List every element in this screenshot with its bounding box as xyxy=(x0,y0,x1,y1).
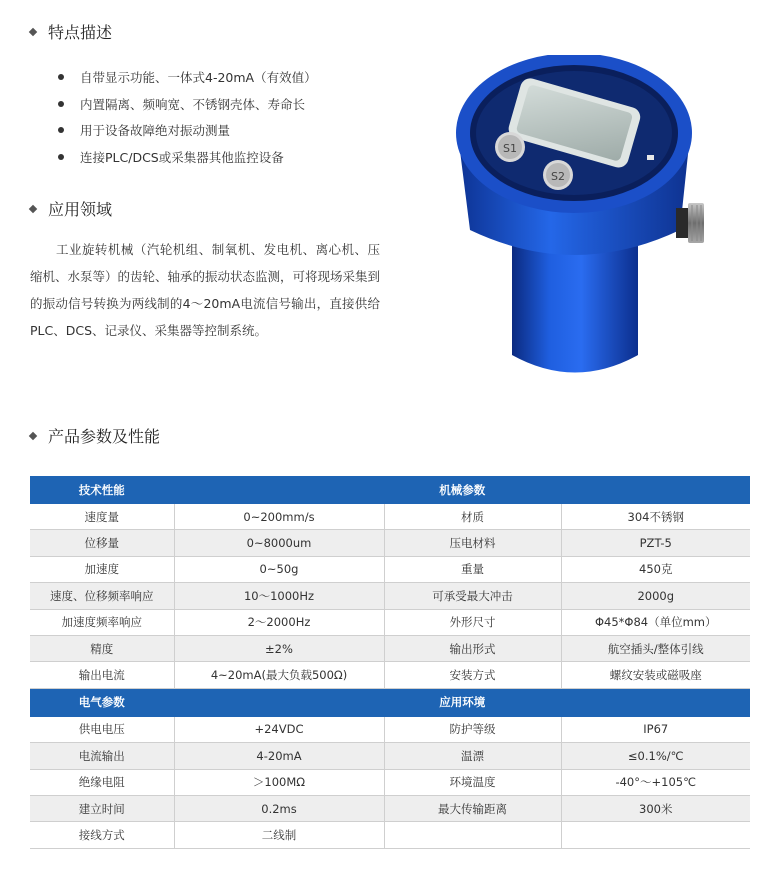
table-cell-param-name: 接线方式 xyxy=(30,822,174,848)
table-cell-param-name: 压电材料 xyxy=(384,530,561,556)
table-cell-param-value: 2～2000Hz xyxy=(174,609,384,635)
diamond-bullet-icon xyxy=(29,204,37,212)
params-heading xyxy=(30,424,160,447)
application-title: 应用领域 xyxy=(48,200,113,219)
table-cell-param-name: 防护等级 xyxy=(384,716,561,742)
table-row xyxy=(30,662,750,688)
features-heading xyxy=(30,20,112,43)
feature-item: 自带显示功能、一体式4-20mA（有效值） xyxy=(58,64,317,91)
table-cell-param-name: 外形尺寸 xyxy=(384,609,561,635)
section-header-right: 应用环境 xyxy=(174,688,750,716)
table-cell-param-value: ＞100MΩ xyxy=(174,769,384,795)
table-cell-param-name: 输出形式 xyxy=(384,635,561,661)
table-cell-param-value: ≤0.1%/℃ xyxy=(561,743,750,769)
table-row xyxy=(30,795,750,821)
s1-button-label: S1 xyxy=(503,142,517,155)
table-cell-param-value: 0~200mm/s xyxy=(174,504,384,530)
table-cell-param-name: 可承受最大冲击 xyxy=(384,583,561,609)
table-cell-param-value: Φ45*Φ84（单位mm） xyxy=(561,609,750,635)
table-cell-param-name: 安装方式 xyxy=(384,662,561,688)
table-cell-param-name: 精度 xyxy=(30,635,174,661)
table-cell-param-value: ±2% xyxy=(174,635,384,661)
application-text: 工业旋转机械（汽轮机组、制氧机、发电机、离心机、压缩机、水泵等）的齿轮、轴承的振动状态监测，可将现场采集到的振动信号转换为两线制的4～20mA电流信号输出，直接供给PLC、DCS、记录仪、采集器等控制系统。 xyxy=(30,242,381,338)
table-row xyxy=(30,743,750,769)
table-row xyxy=(30,609,750,635)
table-cell-param-value: 450克 xyxy=(561,556,750,582)
table-cell-param-name: 温漂 xyxy=(384,743,561,769)
spec-table xyxy=(30,476,750,849)
table-cell-param-value: 10～1000Hz xyxy=(174,583,384,609)
table-row xyxy=(30,635,750,661)
dot-bullet-icon xyxy=(58,127,64,133)
features-list xyxy=(58,64,317,170)
table-cell-param-name: 加速度频率响应 xyxy=(30,609,174,635)
section-header-left: 电气参数 xyxy=(30,688,174,716)
table-cell-param-value: 0~50g xyxy=(174,556,384,582)
table-cell-param-value: 0.2ms xyxy=(174,795,384,821)
dot-bullet-icon xyxy=(58,74,64,80)
dot-bullet-icon xyxy=(58,101,64,107)
table-cell-param-name: 建立时间 xyxy=(30,795,174,821)
table-cell-param-name: 材质 xyxy=(384,504,561,530)
table-cell-param-name: 速度、位移频率响应 xyxy=(30,583,174,609)
section-header-right: 机械参数 xyxy=(174,476,750,504)
table-cell-param-value: 航空插头/整体引线 xyxy=(561,635,750,661)
table-cell-param-value: 二线制 xyxy=(174,822,384,848)
table-cell-param-name: 供电电压 xyxy=(30,716,174,742)
features-title: 特点描述 xyxy=(48,23,113,42)
table-cell-param-value: +24VDC xyxy=(174,716,384,742)
table-cell-param-value: -40°～+105℃ xyxy=(561,769,750,795)
table-row xyxy=(30,583,750,609)
diamond-bullet-icon xyxy=(29,431,37,439)
table-cell-param-value: 0~8000um xyxy=(174,530,384,556)
table-cell-param-name: 加速度 xyxy=(30,556,174,582)
table-cell-param-name: 重量 xyxy=(384,556,561,582)
table-row xyxy=(30,822,750,848)
dot-bullet-icon xyxy=(58,154,64,160)
section-header-left: 技术性能 xyxy=(30,476,174,504)
table-cell-param-value: 2000g xyxy=(561,583,750,609)
table-row xyxy=(30,530,750,556)
table-cell-param-value: PZT-5 xyxy=(561,530,750,556)
s2-button-label: S2 xyxy=(551,170,565,183)
table-section-header xyxy=(30,688,750,716)
table-row xyxy=(30,504,750,530)
table-cell-param-name: 绝缘电阻 xyxy=(30,769,174,795)
table-cell-param-value: 4-20mA xyxy=(174,743,384,769)
table-cell-param-value: IP67 xyxy=(561,716,750,742)
table-cell-param-name: 速度量 xyxy=(30,504,174,530)
vibration-transmitter-image xyxy=(440,55,720,385)
table-cell-param-value: 304不锈钢 xyxy=(561,504,750,530)
table-cell-param-value: 300米 xyxy=(561,795,750,821)
feature-item: 用于设备故障绝对振动测量 xyxy=(58,117,317,144)
table-section-header xyxy=(30,476,750,504)
feature-item: 连接PLC/DCS或采集器其他监控设备 xyxy=(58,144,317,171)
table-cell-param-name xyxy=(384,822,561,848)
params-title: 产品参数及性能 xyxy=(48,427,161,446)
table-cell-param-value xyxy=(561,822,750,848)
table-cell-param-value: 螺纹安装或磁吸座 xyxy=(561,662,750,688)
table-cell-param-name: 输出电流 xyxy=(30,662,174,688)
application-heading xyxy=(30,197,112,220)
table-row xyxy=(30,769,750,795)
table-cell-param-name: 位移量 xyxy=(30,530,174,556)
table-cell-param-value: 4~20mA(最大负载500Ω) xyxy=(174,662,384,688)
table-cell-param-name: 最大传输距离 xyxy=(384,795,561,821)
feature-item: 内置隔离、频响宽、不锈钢壳体、寿命长 xyxy=(58,91,317,118)
table-row xyxy=(30,716,750,742)
table-row xyxy=(30,556,750,582)
table-cell-param-name: 环境温度 xyxy=(384,769,561,795)
table-cell-param-name: 电流输出 xyxy=(30,743,174,769)
diamond-bullet-icon xyxy=(29,27,37,35)
